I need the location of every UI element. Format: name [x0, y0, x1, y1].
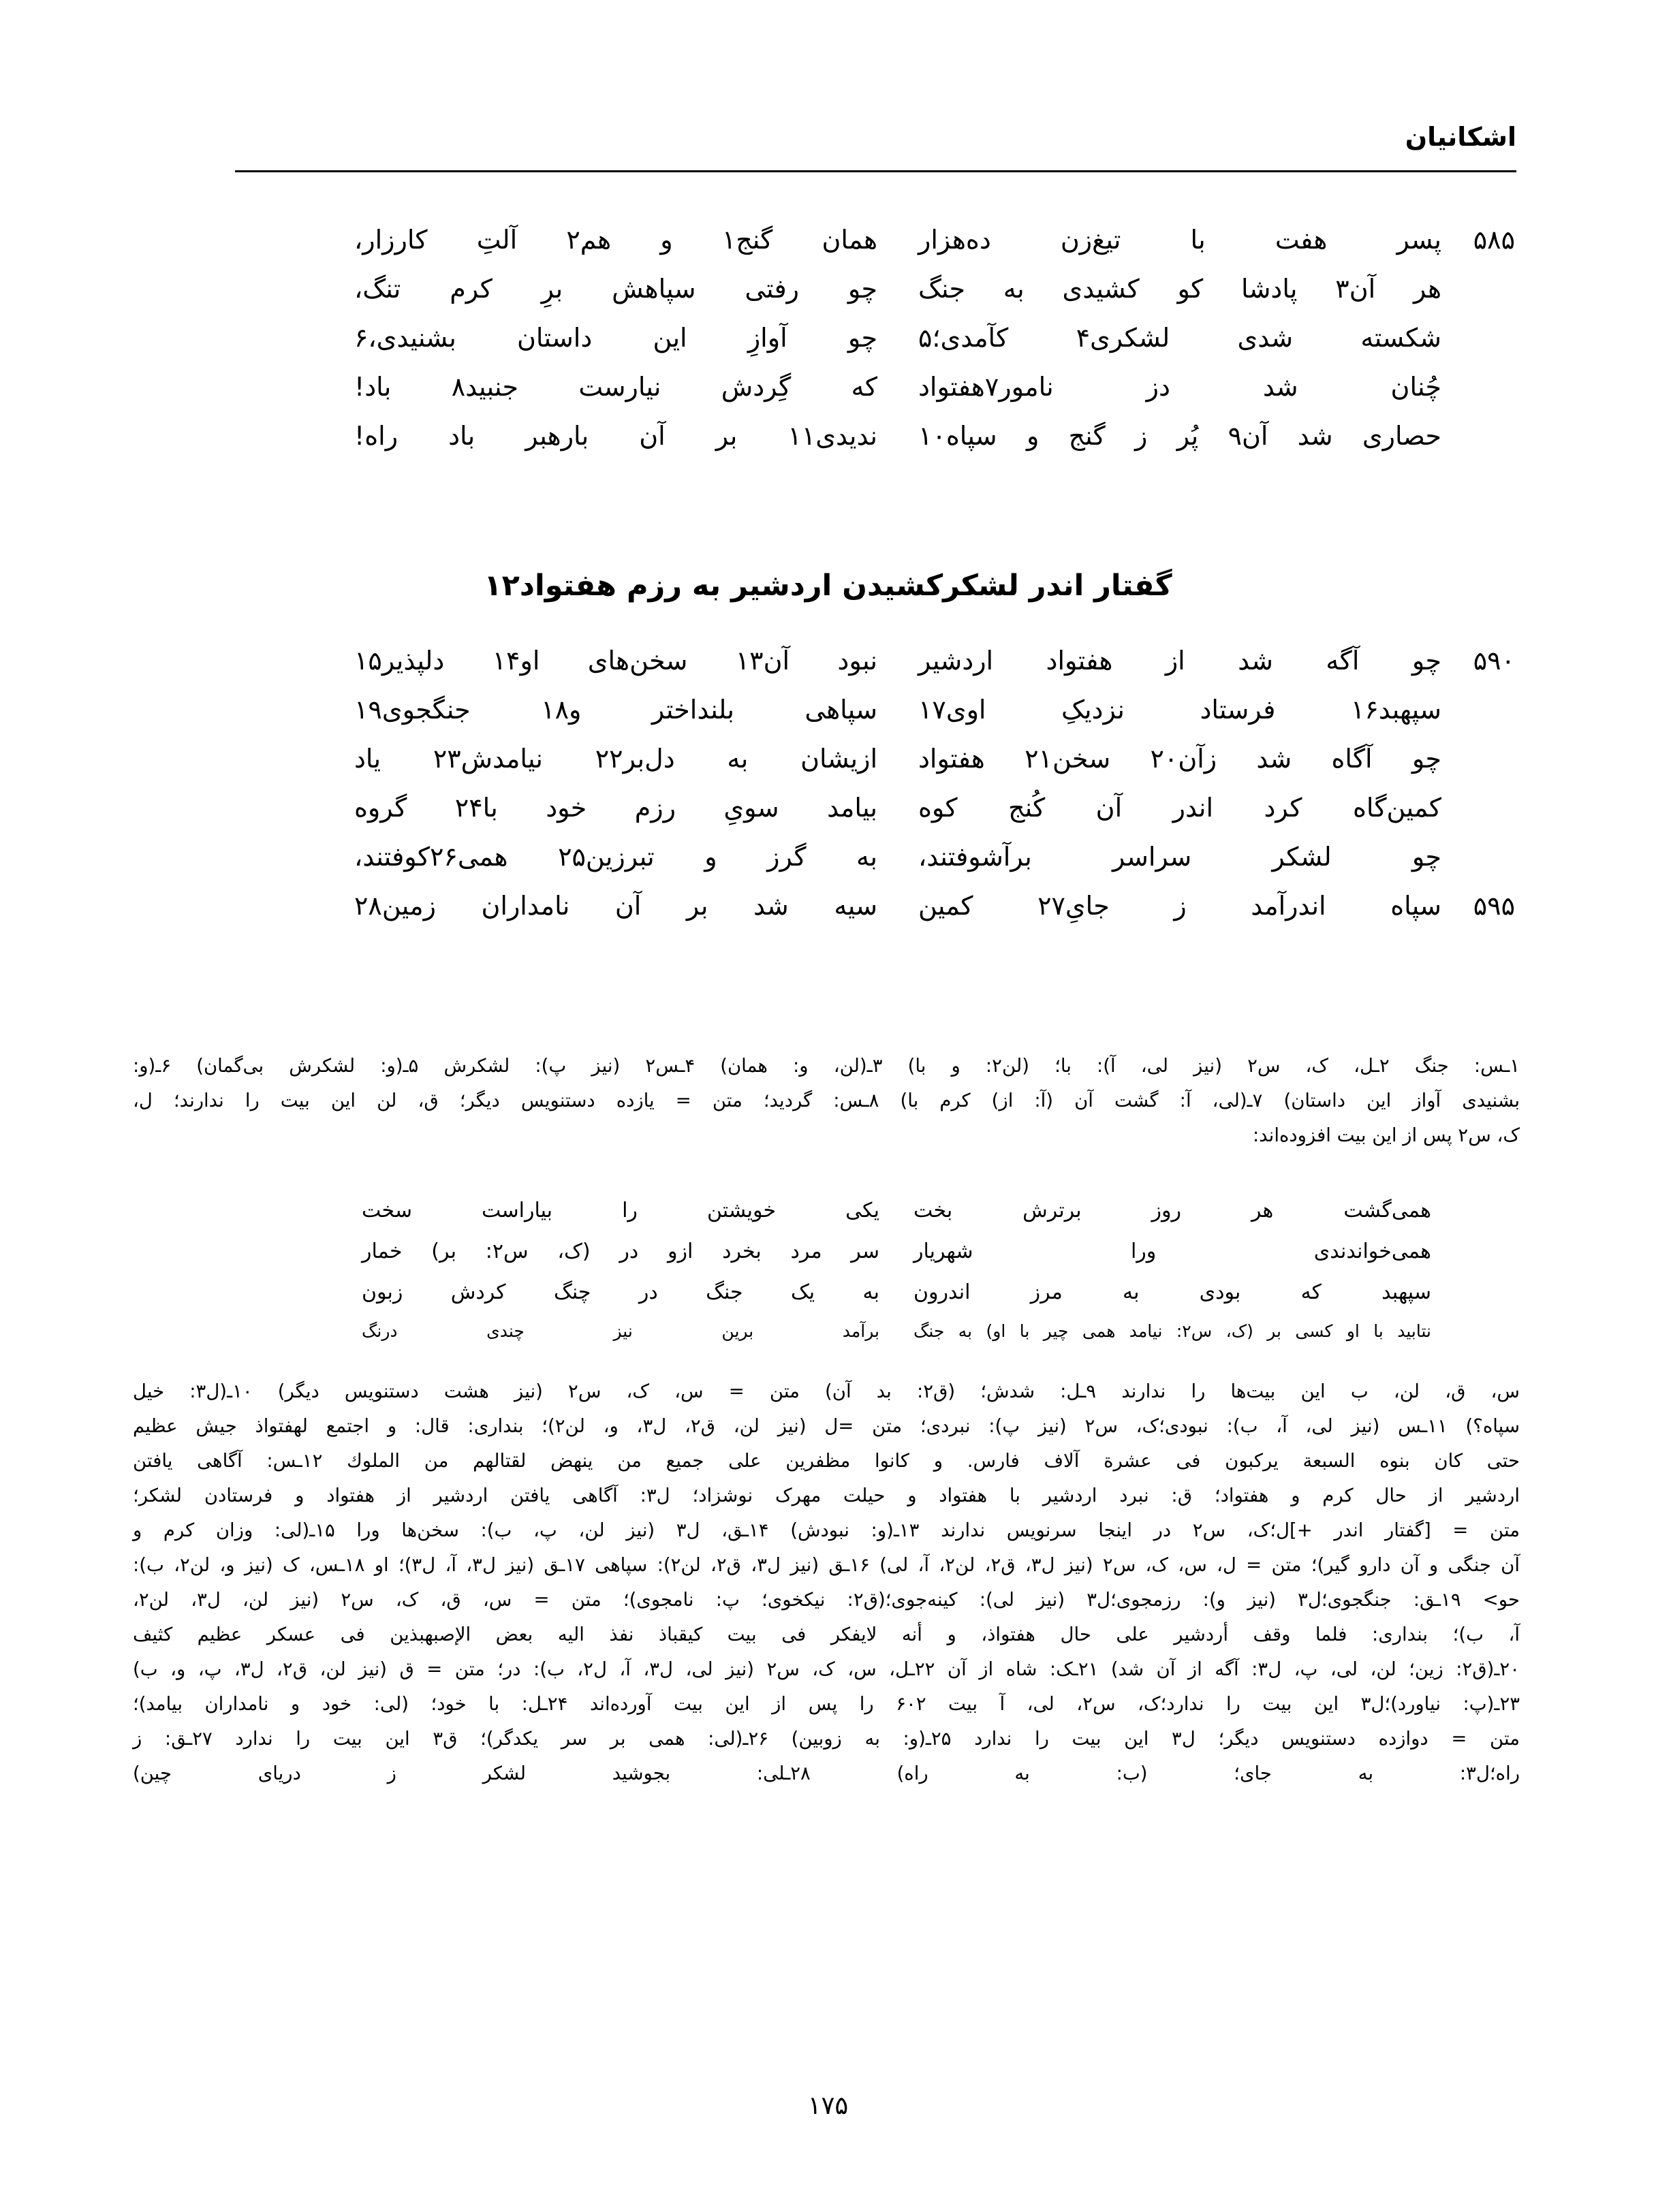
- hemistich-left: سپاهی بلنداختر و۱۸ جنگجوی۱۹: [354, 695, 877, 725]
- apparatus-line: ۱ـس: جنگ ۲ـل، ک، س۲ (نیز لی، آ): با؛ (لن۲: و با) ۳ـ(لن، و: همان) ۴ـس۲ (نیز پ): لشکرش ۵ـ(و: لشکرش بی‌گمان) ۶ـ(و:: [133, 1055, 1520, 1077]
- hemistich-right: چو آگاه شد زآن۲۰ سخن۲۱ هفتواد: [918, 744, 1441, 774]
- bayt-row: [140, 695, 1516, 744]
- page-number: ۱۷۵: [807, 2091, 849, 2120]
- hemistich-left: چو آوازِ این داستان بشنیدی،۶: [354, 323, 877, 353]
- apparatus-line: بشنیدی آواز این داستان) ۷ـ(لی، آ: گشت آن (آ: از) کرم با) ۸ـس: گردید؛ متن = یازده دستنویس دیگر؛ ق، لن این بیت را ندارند؛ ل،: [133, 1090, 1520, 1111]
- apparatus-line: حو> ۱۹ـق: جنگجوی؛ل۳ (نیز و): رزمجوی؛ل۳ (نیز لی): کینه‌جوی؛(ق۲: نیکخوی؛ پ: نامجوی)؛ متن = س، ق، ک، س۲ (نیز لن، ل۳، لن۲،: [133, 1589, 1520, 1611]
- hemistich-right: پسر هفت با تیغ‌زن ده‌هزار: [918, 225, 1441, 255]
- apparatus-line: ۲۳ـ(پ: نیاورد)؛ل۳ این بیت را ندارد؛ک، س۲، لی، آ بیت ۶۰۲ را پس از این بیت آورده‌اند ۲۴ـل: با خود؛ (لی: خود و نامداران بیامد)؛: [133, 1693, 1520, 1715]
- hemistich-left: ندیدی۱۱ بر آن بارهبر باد راه!: [354, 421, 877, 451]
- hemistich-left: چو رفتی سپاهش برِ کرم تنگ،: [354, 274, 877, 304]
- section-heading: گفتار اندر لشکرکشیدن اردشیر به رزم هفتواد۱۲: [484, 569, 1172, 603]
- bayt-row: [140, 372, 1516, 421]
- hemistich-left: بیامد سویِ رزم خود با۲۴ گروه: [354, 793, 877, 823]
- verse-block-first: [140, 225, 1516, 470]
- hemistich-right: شکسته شدی لشکری۴ کآمدی؛۵: [918, 323, 1441, 353]
- hemistich-right: چو آگه شد از هفتواد اردشیر: [918, 646, 1441, 676]
- bayt-row: [140, 646, 1516, 695]
- bayt-row: [140, 225, 1516, 274]
- running-head-area: [140, 124, 1516, 178]
- header-divider-rule: [235, 170, 1516, 172]
- bayt-row: [140, 323, 1516, 372]
- bayt-row: [140, 793, 1516, 842]
- verse-number: ۵۹۵: [1473, 891, 1515, 921]
- hemistich-right: حصاری شد آن۹ پُر ز گنج و سپاه۱۰: [918, 421, 1441, 451]
- hemistich-right: سپهبد۱۶ فرستاد نزدیکِ اوی۱۷: [918, 695, 1441, 725]
- apparatus-line: متن = دوازده دستنویس دیگر؛ ل۳ این بیت را ندارد ۲۵ـ(و: به زوبین) ۲۶ـ(لی: همی بر سر یکدگر)؛ ق۳ این بیت را ندارد ۲۷ـق: ز: [133, 1728, 1520, 1750]
- apparatus-line: س، ق، لن، ب این بیت‌ها را ندارند ۹ـل: شدش؛ (ق۲: بد آن) متن = س، ک، س۲ (نیز هشت دستنویس دیگر) ۱۰ـ(ل۳: خیل: [133, 1380, 1520, 1402]
- bayt-row: [140, 274, 1516, 323]
- added-bayt-row: [225, 1199, 1431, 1239]
- hemistich-right: کمین‌گاه کرد اندر آن کُنج کوه: [918, 793, 1441, 823]
- hemistich-left: نبود آن۱۳ سخن‌های او۱۴ دلپذیر۱۵: [354, 646, 877, 676]
- added-hemistich-left: برآمد برین نیز چندی درنگ: [362, 1321, 879, 1341]
- bayt-row: [140, 421, 1516, 470]
- hemistich-right: چو لشکر سراسر برآشوفتند،: [918, 842, 1441, 872]
- apparatus-line: ک، س۲ پس از این بیت افزوده‌اند:: [1252, 1124, 1520, 1146]
- added-hemistich-right: همی‌گشت هر روز برترش بخت: [913, 1199, 1431, 1222]
- added-hemistich-right: نتابید با او کسی بر (ک، س۲: نیامد همی چیر با او) به جنگ: [913, 1321, 1431, 1341]
- hemistich-right: سپاه اندرآمد ز جایِ۲۷ کمین: [918, 891, 1441, 921]
- added-couplets-block: [225, 1199, 1431, 1362]
- apparatus-line: آ، ب)؛ بنداری: فلما وقف أردشیر علی حال هفتواذ، و أنه لایفکر فی بیت کیقباذ نفذ الیه بعض الإصبهبذین فی عسکر عظیم کثیف: [133, 1624, 1520, 1645]
- hemistich-right: هر آن۳ پادشا کو کشیدی به جنگ: [918, 274, 1441, 304]
- added-hemistich-right: همی‌خواندندی ورا شهریار: [913, 1239, 1431, 1263]
- verse-block-second: [140, 646, 1516, 940]
- apparatus-block-one: [133, 1049, 1520, 1153]
- hemistich-left: همان گنج۱ و هم۲ آلتِ کارزار،: [354, 225, 878, 255]
- added-bayt-row: [225, 1280, 1431, 1321]
- hemistich-left: به گرز و تبرزین۲۵ همی۲۶کوفتند،: [354, 842, 877, 872]
- bayt-row: [140, 891, 1516, 940]
- added-hemistich-left: به یک جنگ در چنگ کردش زبون: [362, 1280, 879, 1304]
- apparatus-line: ۲۰ـ(ق۲: زین؛ لن، لی، پ، ل۳: آگه از آن شد) ۲۱ـک: شاه از آن ۲۲ـل، س، ک، س۲ (نیز لی، ل۳، آ، ل۲، ب): در؛ متن = ق (نیز لن، ق۲، ل۳، پ، و، ب): [133, 1658, 1520, 1680]
- added-bayt-row-small: [225, 1321, 1431, 1362]
- bayt-row: [140, 842, 1516, 891]
- running-head-title: اشکانیان: [1405, 122, 1516, 152]
- apparatus-line: آن جنگی و آن دارو گیر)؛ متن = ل، س، ک، س۲ (نیز ل۳، ق۲، لن۲، آ، لی) ۱۶ـق (نیز ل۳، ق۲، لن۲): سپاهی ۱۷ـق (نیز ل۳، آ، ل۳)؛ او ۱۸ـس، ک (نیز و، لن۲، ب):: [133, 1554, 1520, 1576]
- hemistich-left: ازیشان به دل‌بر۲۲ نیامدش۲۳ یاد: [354, 744, 877, 774]
- apparatus-line: متن = [گفتار اندر +]ل؛ک، س۲ در اینجا سرنویس ندارند ۱۳ـ(و: نبودش) ۱۴ـق، ل۳ (نیز لن، پ، ب): سخن‌ها ورا ۱۵ـ(لی: وزان کرم و: [133, 1519, 1520, 1541]
- apparatus-line: اردشیر از حال کرم و هفتواد؛ ق: نبرد اردشیر با هفتواد و حیلت مهرک نوشزاد؛ ل۳: آگاهی یافتن اردشیر از هفتواد و فرستادن لشکر؛: [133, 1485, 1520, 1506]
- verse-number: ۵۸۵: [1473, 225, 1515, 255]
- hemistich-left: که گِردش نیارست جنبید۸ باد!: [354, 372, 878, 402]
- apparatus-line: راه؛ل۳: به جای؛ (ب: به راه) ۲۸ـلی: بجوشید لشکر ز دریای چین): [133, 1763, 1520, 1784]
- apparatus-line: حتی کان بنوه السبعة یرکبون فی عشرة آلاف فارس. و کانوا مظفرین علی جمیع من ینهض لقتالهم من الملوك ۱۲ـس: آگاهی یافتن: [133, 1450, 1520, 1472]
- hemistich-right: چُنان شد دز نامور۷هفتواد: [918, 372, 1441, 402]
- added-hemistich-left: یکی خویشتن را بیاراست سخت: [362, 1199, 879, 1222]
- bayt-row: [140, 744, 1516, 793]
- apparatus-block-two: [133, 1374, 1520, 1791]
- hemistich-left: سیه شد بر آن نامداران زمین۲۸: [354, 891, 877, 921]
- added-bayt-row: [225, 1239, 1431, 1280]
- added-hemistich-left: سر مرد بخرد ازو در (ک، س۲: بر) خمار: [362, 1239, 879, 1263]
- apparatus-line: سپاه؟) ۱۱ـس (نیز لی، آ، ب): نبودی؛ک، س۲ (نیز پ): نبردی؛ متن =ل (نیز لن، ق۲، ل۳، و، لن۲)؛ بنداری: قال: و اجتمع لهفتواذ جیش عظیم: [133, 1415, 1520, 1437]
- added-hemistich-right: سپهبد که بودی به مرز اندرون: [913, 1280, 1431, 1304]
- verse-number: ۵۹۰: [1473, 646, 1515, 676]
